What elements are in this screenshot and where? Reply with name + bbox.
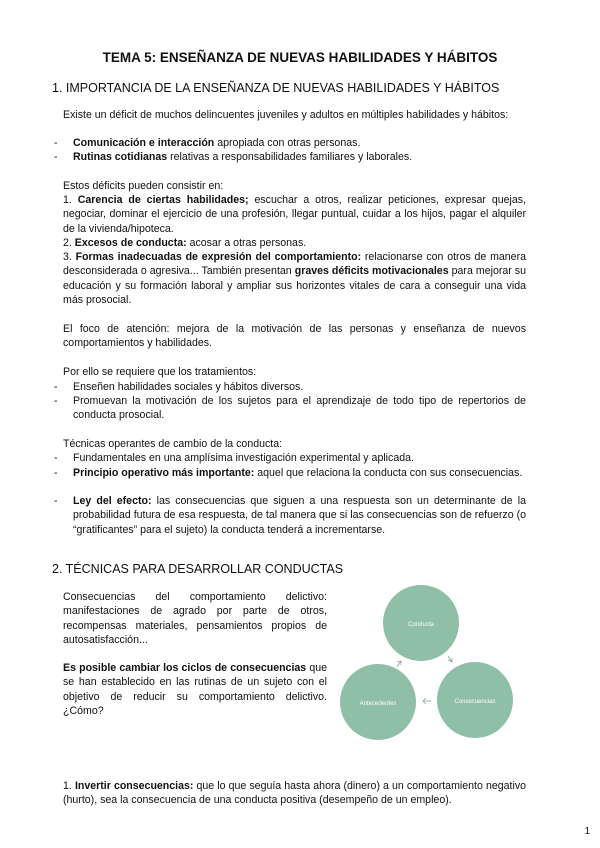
consecuencias-label: Consecuencias bbox=[454, 699, 496, 705]
antecedentes-label: Antecedentes bbox=[359, 701, 397, 707]
bullet-1-bold: Comunicación e interacción bbox=[73, 137, 215, 149]
section-1-intro: Existe un déficit de muchos delincuentes juveniles y adultos en múltiples habilidades y hábitos: bbox=[63, 109, 509, 121]
bullet-2-bold: Rutinas cotidianas bbox=[73, 151, 168, 163]
arrow-to-antecedentes bbox=[423, 698, 431, 704]
page-number: 1 bbox=[584, 826, 590, 837]
bullet-2-text: relativas a responsabilidades familiares y laborales. bbox=[167, 151, 413, 163]
list-item: - Enseñen habilidades sociales y hábitos diversos. bbox=[54, 381, 304, 393]
section-1-heading: 1. IMPORTANCIA DE LA ENSEÑANZA DE NUEVAS HABILIDADES Y HÁBITOS bbox=[52, 81, 500, 95]
section-2-heading: 2. TÉCNICAS PARA DESARROLLAR CONDUCTAS bbox=[52, 562, 344, 576]
treatments-intro: Por ello se requiere que los tratamientos: bbox=[63, 366, 257, 378]
deficit-3: 3. Formas inadecuadas de expresión del comportamiento: relacionarse con otros de manera desconsiderada o agresiva... También presentan graves déficits motivacionales para mejorar su educación y su formación laboral y ampliar sus horizontes vitales de cara a conseguir una vida más prosocial. bbox=[63, 251, 527, 307]
deficit-2: 2. Excesos de conducta: acosar a otras personas. bbox=[63, 237, 307, 249]
list-item: - Fundamentales en una amplísima investigación experimental y aplicada. bbox=[54, 452, 414, 464]
operant-cycle-diagram bbox=[335, 580, 515, 755]
document-title: TEMA 5: ENSEÑANZA DE NUEVAS HABILIDADES Y HÁBITOS bbox=[102, 50, 498, 65]
techniques-intro: Técnicas operantes de cambio de la conducta: bbox=[63, 438, 283, 450]
bullet-1-text: apropiada con otras personas. bbox=[214, 137, 361, 149]
focus-paragraph: El foco de atención: mejora de la motivación de las personas y enseñanza de nuevos comportamientos y habilidades. bbox=[63, 323, 526, 350]
arrow-to-consecuencias bbox=[448, 656, 452, 662]
conducta-label: Conducta bbox=[408, 622, 434, 628]
consequences-paragraph: Consecuencias del comportamiento delictivo: manifestaciones de agrado por parte de otros, recompensas materiales, pensamientos propios de autosatisfacción... bbox=[63, 591, 327, 647]
list-item: - Comunicación e interacción apropiada con otras personas. bbox=[54, 137, 361, 149]
deficit-1: 1. Carencia de ciertas habilidades; escuchar a otros, realizar peticiones, expresar quejas, negociar, dominar el ejercicio de una profesión, llegar puntual, cuidar a los hijos, pagar el alquiler de la vivienda/hipoteca. bbox=[63, 194, 527, 235]
list-item: - Ley del efecto: las consecuencias que siguen a una respuesta son un determinante de la probabilidad futura de esa respuesta, de tal manera que si las consecuencias son de refuerzo (o “gratificantes” para el sujeto) la conducta tenderá a incrementarse. bbox=[54, 495, 527, 536]
arrow-to-conducta bbox=[397, 661, 401, 667]
deficits-intro: Estos déficits pueden consistir en: bbox=[63, 180, 224, 192]
question-paragraph: Es posible cambiar los ciclos de consecuencias que se han establecido en las rutinas de un sujeto con el objetivo de reducir su comportamiento delictivo. ¿Cómo? bbox=[63, 662, 328, 718]
list-item: - Promuevan la motivación de los sujetos para el aprendizaje de todo tipo de repertorios de conducta prosocial. bbox=[54, 395, 526, 422]
list-item: - Rutinas cotidianas relativas a responsabilidades familiares y laborales. bbox=[54, 151, 413, 163]
list-item: - Principio operativo más importante: aquel que relaciona la conducta con sus consecuencias. bbox=[54, 467, 523, 479]
technique-item-1: 1. Invertir consecuencias: que lo que seguía hasta ahora (dinero) a un comportamiento negativo (hurto), sea la consecuencia de una conducta positiva (desempeño de un empleo). bbox=[63, 780, 527, 807]
